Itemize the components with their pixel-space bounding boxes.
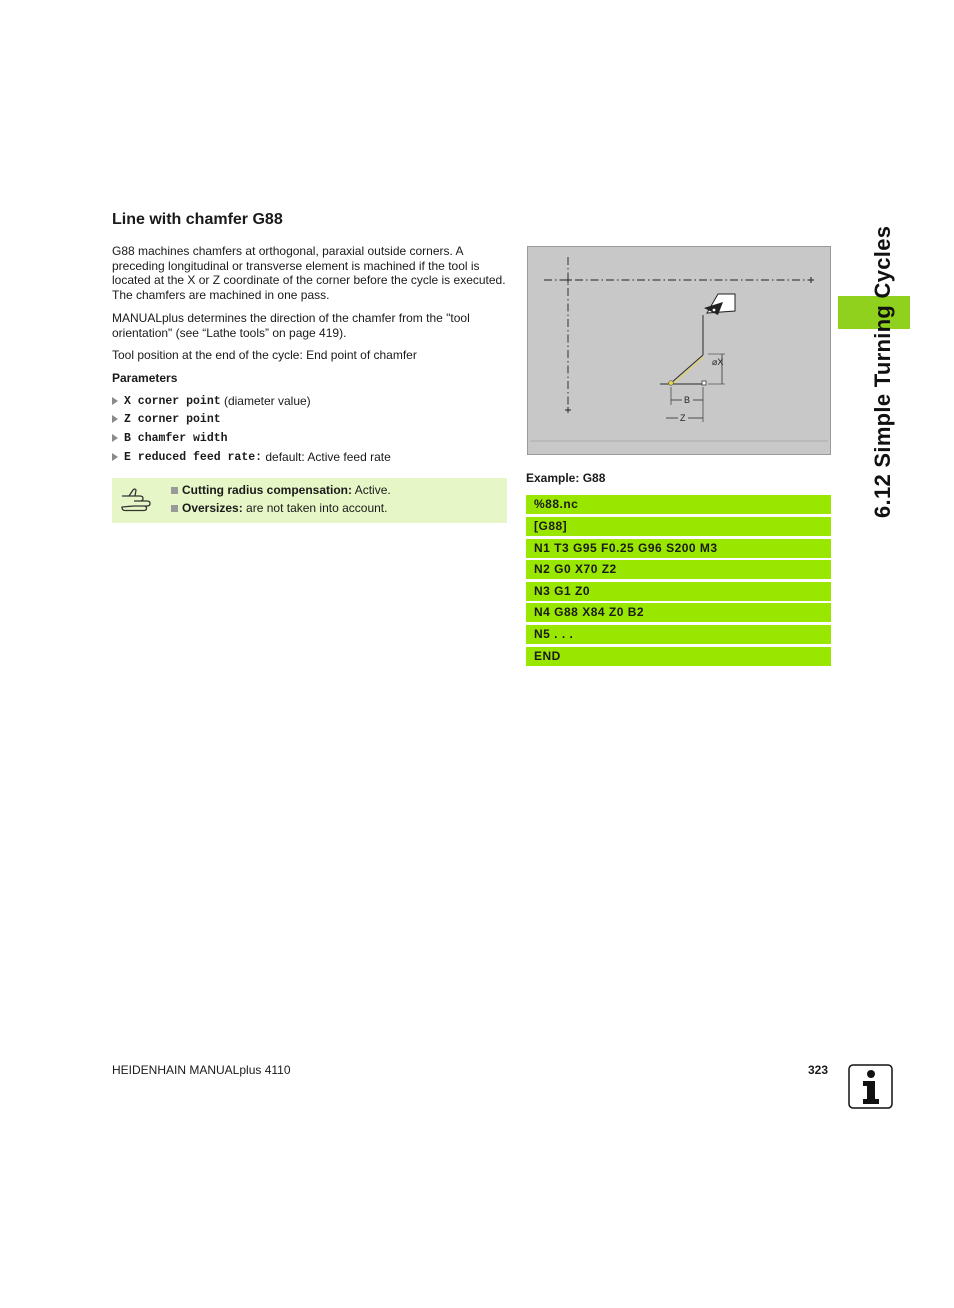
bullet-triangle-icon (112, 397, 118, 405)
code-line: N2 G0 X70 Z2 (526, 560, 831, 579)
parameter-name: E reduced feed rate: (124, 450, 263, 464)
direction-paragraph: MANUALplus determines the direction of the chamfer from the "tool orientation" (see “Lathe tools” on page 419). (112, 311, 470, 340)
tool-position-paragraph: Tool position at the end of the cycle: End point of chamfer (112, 348, 417, 362)
parameter-item (112, 430, 228, 446)
parameter-name: B chamfer width (124, 431, 228, 445)
section-title: Line with chamfer G88 (112, 211, 283, 228)
parameter-item (112, 411, 221, 427)
parameter-desc: default: Active feed rate (262, 450, 391, 464)
note-item (171, 501, 387, 515)
plus-marker (565, 277, 571, 283)
x-dimension-label: ⌀X (712, 357, 724, 367)
code-line: N4 G88 X84 Z0 B2 (526, 603, 831, 622)
parameter-name: X corner point (124, 394, 221, 408)
parameter-name: Z corner point (124, 412, 221, 426)
code-line: N1 T3 G95 F0.25 G96 S200 M3 (526, 539, 831, 558)
note-box (112, 478, 507, 523)
tool-tip-dot (713, 309, 716, 312)
bullet-triangle-icon (112, 453, 118, 461)
bullet-square-icon (171, 505, 178, 512)
parameter-item (112, 449, 391, 465)
parameter-item (112, 393, 311, 409)
parameters-heading: Parameters (112, 371, 178, 385)
note-text: Active. (352, 483, 391, 497)
info-icon[interactable] (848, 1064, 893, 1109)
end-point-marker (669, 381, 674, 386)
code-line: END (526, 647, 831, 666)
note-label: Cutting radius compensation: (182, 483, 353, 497)
code-line: N3 G1 Z0 (526, 582, 831, 601)
chamfer-diagram (527, 246, 831, 455)
z-dimension-label: Z (680, 413, 686, 423)
chapter-title: 6.12 Simple Turning Cycles (870, 225, 895, 518)
code-line: [G88] (526, 517, 831, 536)
note-item (171, 483, 391, 497)
code-line: %88.nc (526, 495, 831, 514)
plus-marker (565, 407, 571, 413)
chamfer-diagram-svg (528, 247, 830, 454)
page-number: 323 (808, 1063, 829, 1077)
footer-manual-name: HEIDENHAIN MANUALplus 4110 (112, 1063, 291, 1077)
bullet-square-icon (171, 487, 178, 494)
bullet-triangle-icon (112, 434, 118, 442)
hand-pointing-icon (120, 486, 154, 514)
path-chamfer (671, 355, 703, 383)
b-dimension-label: B (684, 395, 691, 405)
note-label: Oversizes: (182, 501, 243, 515)
plus-marker (808, 277, 814, 283)
note-text: are not taken into account. (242, 501, 388, 515)
example-label: Example: G88 (526, 471, 606, 485)
corner-point-marker (702, 381, 706, 385)
parameter-desc: (diameter value) (220, 394, 311, 408)
intro-paragraph: G88 machines chamfers at orthogonal, paraxial outside corners. A preceding longitudinal or transverse element is machined if the tool is located at the X or Z coordinate of the corner before the cycle is executed. The chamfers are machined in one pass. (112, 244, 506, 302)
code-line: N5 . . . (526, 625, 831, 644)
path-chamfer-highlight (673, 357, 703, 384)
bullet-triangle-icon (112, 415, 118, 423)
